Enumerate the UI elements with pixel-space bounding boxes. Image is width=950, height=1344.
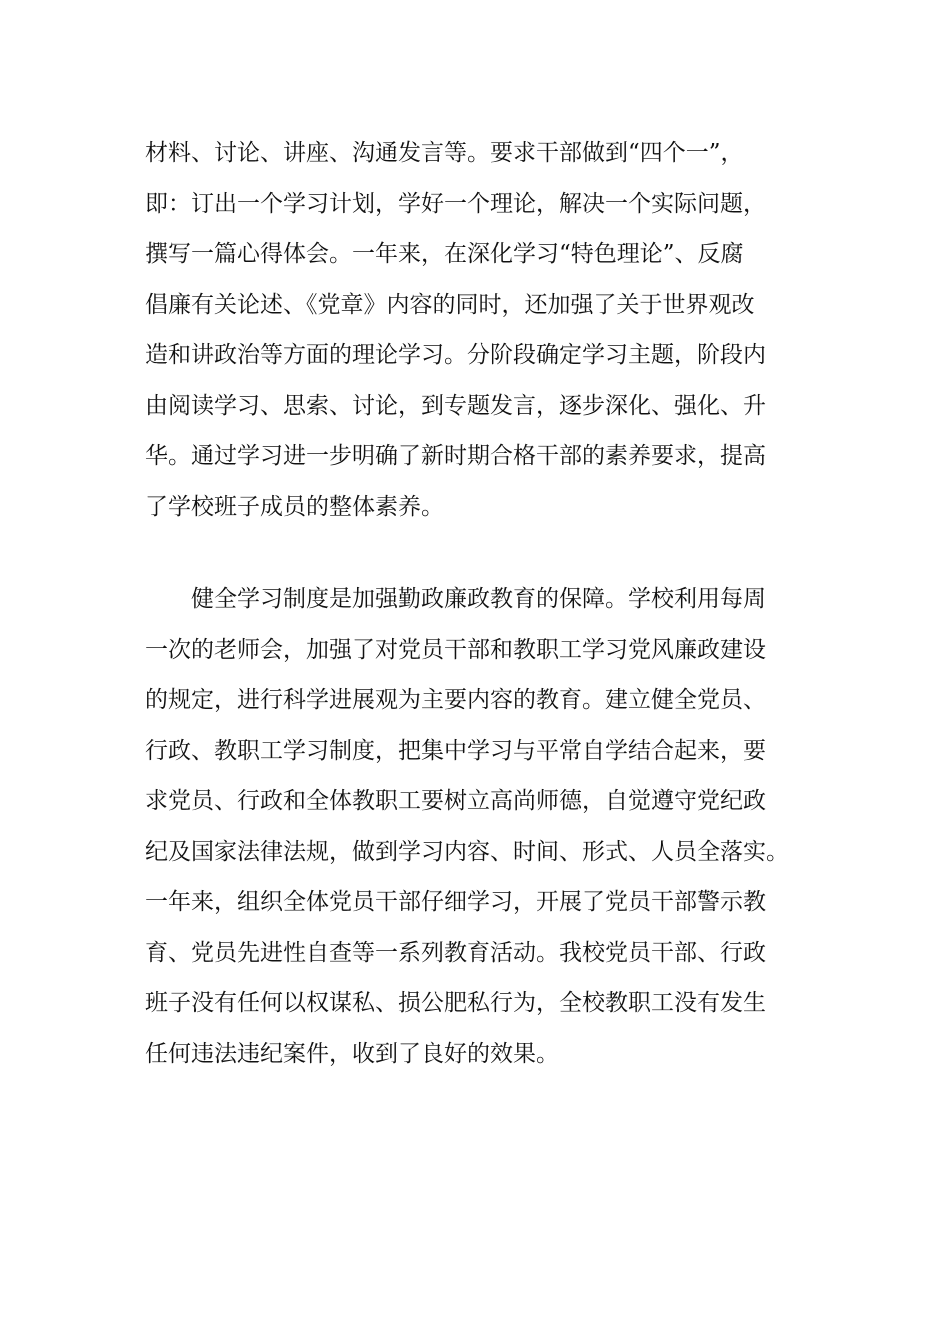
text-line: 育、党员先进性自查等一系列教育活动。我校党员干部、行政 xyxy=(145,939,766,966)
text-line: 的规定，进行科学进展观为主要内容的教育。建立健全党员、 xyxy=(145,687,766,713)
text-line: 由阅读学习、思索、讨论，到专题发言，逐步深化、强化、升 xyxy=(145,392,766,419)
text-line: 撰写一篇心得体会。一年来，在深化学习“特色理论”、反腐 xyxy=(145,241,744,267)
text-line: 健全学习制度是加强勤政廉政教育的保障。学校利用每周 xyxy=(145,586,766,612)
text-line: 一次的老师会，加强了对党员干部和教职工学习党风廉政建设 xyxy=(145,636,766,663)
text-line: 求党员、行政和全体教职工要树立高尚师德，自觉遵守党纪政 xyxy=(145,788,766,814)
text-line: 材料、讨论、讲座、沟通发言等。要求干部做到“四个一”， xyxy=(145,140,744,166)
text-line: 纪及国家法律法规，做到学习内容、时间、形式、人员全落实。 xyxy=(145,838,789,865)
paragraph-study-system xyxy=(145,574,845,1079)
text-line: 任何违法违纪案件，收到了良好的效果。 xyxy=(145,1040,559,1067)
text-line: 倡廉有关论述、《党章》内容的同时，还加强了关于世界观改 xyxy=(145,291,755,318)
text-line: 即：订出一个学习计划，学好一个理论，解决一个实际问题， xyxy=(145,190,766,217)
text-line: 班子没有任何以权谋私、损公肥私行为，全校教职工没有发生 xyxy=(145,990,766,1016)
text-line: 了学校班子成员的整体素养。 xyxy=(145,493,444,520)
text-line: 一年来，组织全体党员干部仔细学习，开展了党员干部警示教 xyxy=(145,889,766,915)
text-line: 造和讲政治等方面的理论学习。分阶段确定学习主题，阶段内 xyxy=(145,342,766,368)
paragraph-study-methods xyxy=(145,128,845,532)
text-line: 行政、教职工学习制度，把集中学习与平常自学结合起来，要 xyxy=(145,737,766,764)
text-line: 华。通过学习进一步明确了新时期合格干部的素养要求，提高 xyxy=(145,443,766,469)
